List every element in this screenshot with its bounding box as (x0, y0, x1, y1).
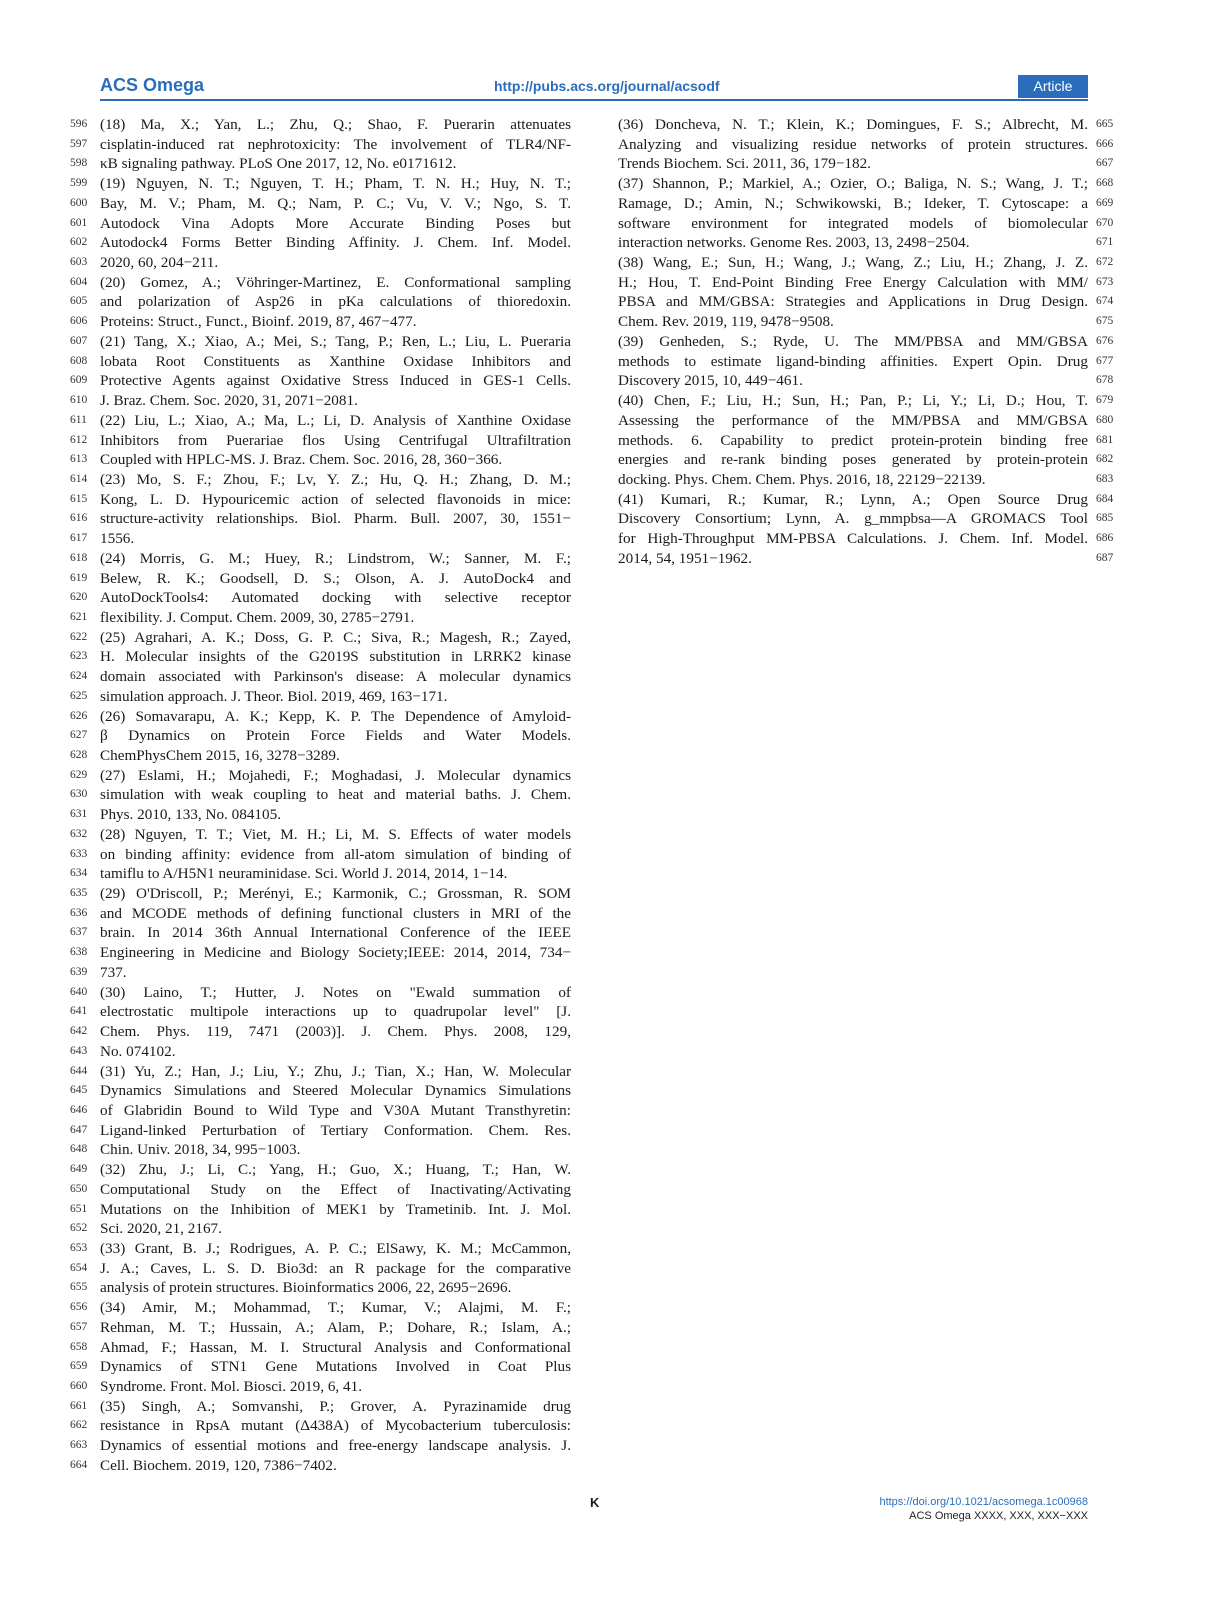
reference-text: 737. (100, 963, 127, 981)
reference-line (618, 509, 1118, 529)
reference-text: (29) O'Driscoll, P.; Merényi, E.; Karmonik, C.; Grossman, R. SOM (100, 885, 571, 903)
reference-text: κB signaling pathway. PLoS One 2017, 12, No. e0171612. (100, 155, 457, 173)
line-number: 632 (70, 827, 88, 840)
reference-line (70, 292, 574, 312)
reference-line (70, 1081, 574, 1101)
reference-text: (22) Liu, L.; Xiao, A.; Ma, L.; Li, D. Analysis of Xanthine Oxidase (100, 411, 571, 429)
reference-text: 1556. (100, 530, 135, 548)
reference-text: resistance in RpsA mutant (Δ438A) of Mycobacterium tuberculosis: (100, 1417, 571, 1435)
reference-text: Dynamics of essential motions and free-energy landscape analysis. J. (100, 1437, 571, 1455)
line-number: 639 (70, 965, 88, 978)
line-number: 661 (70, 1399, 88, 1412)
line-number: 646 (70, 1103, 88, 1116)
line-number: 684 (1096, 492, 1114, 505)
reference-text: β Dynamics on Protein Force Fields and Water Models. (100, 727, 571, 745)
line-number: 637 (70, 926, 88, 939)
reference-line (70, 746, 574, 766)
reference-text: Assessing the performance of the MM/PBSA and MM/GBSA (618, 411, 1088, 429)
reference-line (618, 371, 1118, 391)
line-number: 667 (1096, 157, 1114, 170)
reference-line (618, 194, 1118, 214)
line-number: 618 (70, 551, 88, 564)
line-number: 647 (70, 1123, 88, 1136)
line-number: 685 (1096, 512, 1114, 525)
line-number: 612 (70, 433, 88, 446)
line-number: 624 (70, 670, 88, 683)
line-number: 645 (70, 1084, 88, 1097)
line-number: 687 (1096, 551, 1114, 564)
line-number: 640 (70, 985, 88, 998)
reference-line (618, 411, 1118, 431)
reference-line (70, 943, 574, 963)
reference-line (70, 588, 574, 608)
reference-line (70, 391, 574, 411)
reference-text: (26) Somavarapu, A. K.; Kepp, K. P. The Dependence of Amyloid- (100, 707, 571, 725)
line-number: 622 (70, 630, 88, 643)
line-number: 625 (70, 689, 88, 702)
reference-text: (33) Grant, B. J.; Rodrigues, A. P. C.; ElSawy, K. M.; McCammon, (100, 1239, 571, 1257)
line-number: 655 (70, 1281, 88, 1294)
reference-line (70, 1436, 574, 1456)
reference-line (70, 194, 574, 214)
line-number: 611 (70, 413, 87, 426)
reference-line (70, 1278, 574, 1298)
reference-line (618, 154, 1118, 174)
reference-line (70, 864, 574, 884)
reference-text: Autodock4 Forms Better Binding Affinity. J. Chem. Inf. Model. (100, 234, 571, 252)
line-number: 597 (70, 137, 88, 150)
reference-text: Computational Study on the Effect of Inactivating/Activating (100, 1180, 571, 1198)
reference-text: (20) Gomez, A.; Vöhringer-Martinez, E. Conformational sampling (100, 273, 571, 291)
line-number: 683 (1096, 472, 1114, 485)
reference-line (70, 214, 574, 234)
reference-line (70, 490, 574, 510)
reference-text: Phys. 2010, 133, No. 084105. (100, 806, 281, 824)
reference-line (70, 1357, 574, 1377)
line-number: 641 (70, 1005, 88, 1018)
line-number: 621 (70, 610, 88, 623)
reference-text: Analyzing and visualizing residue networks of protein structures. (618, 135, 1088, 153)
reference-line (70, 1062, 574, 1082)
reference-line (618, 431, 1118, 451)
line-number: 627 (70, 729, 88, 742)
reference-text: ChemPhysChem 2015, 16, 3278−3289. (100, 747, 340, 764)
reference-text: cisplatin-induced rat nephrotoxicity: The involvement of TLR4/NF- (100, 135, 571, 153)
reference-text: (23) Mo, S. F.; Zhou, F.; Lv, Y. Z.; Hu, Q. H.; Zhang, D. M.; (100, 470, 571, 488)
reference-text: Rehman, M. T.; Hussain, A.; Alam, P.; Dohare, R.; Islam, A.; (100, 1318, 571, 1336)
reference-line (618, 549, 1118, 569)
reference-text: Ramage, D.; Amin, N.; Schwikowski, B.; Ideker, T. Cytoscape: a (618, 194, 1088, 212)
article-type-badge: Article (1018, 75, 1088, 98)
reference-line (618, 490, 1118, 510)
reference-text: on binding affinity: evidence from all-atom simulation of binding of (100, 845, 571, 863)
reference-line (70, 687, 574, 707)
journal-url-link[interactable]: http://pubs.acs.org/journal/acsodf (494, 78, 720, 94)
reference-text: and polarization of Asp26 in pKa calculations of thioredoxin. (100, 293, 571, 311)
reference-text: (41) Kumari, R.; Kumar, R.; Lynn, A.; Open Source Drug (618, 490, 1088, 508)
doi-link[interactable]: https://doi.org/10.1021/acsomega.1c00968 (879, 1496, 1088, 1508)
line-number: 664 (70, 1458, 88, 1471)
line-number: 665 (1096, 118, 1114, 130)
line-number: 651 (70, 1202, 88, 1215)
reference-text: Chem. Rev. 2019, 119, 9478−9508. (618, 313, 834, 331)
reference-line (70, 608, 574, 628)
line-number: 599 (70, 177, 88, 190)
reference-line (618, 253, 1118, 273)
line-number: 608 (70, 354, 88, 367)
reference-line (70, 805, 574, 825)
page-header (100, 75, 1088, 99)
reference-line (70, 884, 574, 904)
reference-line (70, 174, 574, 194)
reference-text: 2014, 54, 1951−1962. (618, 549, 752, 567)
footer-citation: ACS Omega XXXX, XXX, XXX−XXX (909, 1510, 1088, 1522)
line-number: 648 (70, 1143, 88, 1156)
line-number: 636 (70, 906, 88, 919)
line-number: 657 (70, 1320, 88, 1333)
line-number: 656 (70, 1301, 88, 1314)
line-number: 614 (70, 472, 88, 485)
reference-line (70, 707, 574, 727)
line-number: 669 (1096, 196, 1114, 209)
line-number: 609 (70, 374, 88, 387)
reference-line (70, 983, 574, 1003)
reference-text: Coupled with HPLC-MS. J. Braz. Chem. Soc. 2016, 28, 360−366. (100, 451, 503, 469)
reference-line (70, 1042, 574, 1062)
line-number: 686 (1096, 532, 1114, 545)
reference-text: (40) Chen, F.; Liu, H.; Sun, H.; Pan, P.; Li, Y.; Li, D.; Hou, T. (618, 392, 1088, 410)
line-number: 666 (1096, 137, 1114, 150)
line-number: 680 (1096, 413, 1114, 426)
reference-text: (37) Shannon, P.; Markiel, A.; Ozier, O.; Baliga, N. S.; Wang, J. T.; (618, 175, 1088, 193)
reference-text: Syndrome. Front. Mol. Biosci. 2019, 6, 41. (100, 1378, 362, 1395)
reference-text: Chin. Univ. 2018, 34, 995−1003. (100, 1141, 301, 1159)
line-number: 616 (70, 512, 88, 525)
reference-line (618, 233, 1118, 253)
reference-line (70, 1416, 574, 1436)
reference-line (618, 352, 1118, 372)
reference-text: Trends Biochem. Sci. 2011, 36, 179−182. (618, 155, 871, 173)
references-left-column (70, 115, 574, 1476)
reference-line (70, 1022, 574, 1042)
reference-text: brain. In 2014 36th Annual International Conference of the IEEE (100, 924, 571, 942)
line-number: 634 (70, 867, 88, 880)
reference-line (70, 233, 574, 253)
reference-line (70, 1002, 574, 1022)
reference-text: Autodock Vina Adopts More Accurate Binding Poses but (100, 214, 571, 232)
reference-line (70, 450, 574, 470)
line-number: 676 (1096, 334, 1114, 347)
line-number: 652 (70, 1222, 88, 1235)
reference-line (70, 115, 574, 135)
journal-name: ACS Omega (100, 75, 205, 95)
reference-text: Inhibitors from Puerariae flos Using Centrifugal Ultrafiltration (100, 431, 571, 449)
reference-line (618, 391, 1118, 411)
line-number: 598 (70, 157, 88, 170)
line-number: 674 (1096, 295, 1114, 308)
reference-text: J. Braz. Chem. Soc. 2020, 31, 2071−2081. (100, 392, 358, 410)
reference-text: H. Molecular insights of the G2019S substitution in LRRK2 kinase (100, 648, 571, 666)
reference-line (70, 569, 574, 589)
reference-line (70, 470, 574, 490)
reference-text: Engineering in Medicine and Biology Society;IEEE: 2014, 2014, 734− (100, 944, 571, 962)
line-number: 663 (70, 1439, 88, 1452)
reference-line (70, 766, 574, 786)
reference-text: (39) Genheden, S.; Ryde, U. The MM/PBSA and MM/GBSA (618, 332, 1088, 350)
line-number: 610 (70, 394, 88, 407)
line-number: 677 (1096, 354, 1114, 367)
reference-line (70, 1140, 574, 1160)
reference-line (70, 1219, 574, 1239)
line-number: 658 (70, 1340, 88, 1353)
reference-line (70, 253, 574, 273)
reference-line (70, 411, 574, 431)
line-number: 668 (1096, 177, 1114, 190)
reference-text: interaction networks. Genome Res. 2003, 13, 2498−2504. (618, 234, 970, 252)
reference-text: simulation approach. J. Theor. Biol. 2019, 469, 163−171. (100, 687, 448, 705)
reference-text: (18) Ma, X.; Yan, L.; Zhu, Q.; Shao, F. Puerarin attenuates (100, 116, 571, 133)
reference-line (618, 135, 1118, 155)
reference-text: and MCODE methods of defining functional clusters in MRI of the (100, 904, 571, 922)
reference-text: structure-activity relationships. Biol. Pharm. Bull. 2007, 30, 1551− (100, 510, 571, 528)
reference-line (618, 470, 1118, 490)
line-number: 615 (70, 492, 88, 505)
reference-line (618, 312, 1118, 332)
reference-text: No. 074102. (100, 1042, 176, 1060)
line-number: 673 (1096, 275, 1114, 288)
reference-line (70, 1121, 574, 1141)
references-right-column (618, 115, 1118, 569)
reference-text: Discovery 2015, 10, 449−461. (618, 372, 803, 390)
line-number: 660 (70, 1380, 88, 1392)
reference-line (70, 1259, 574, 1279)
reference-line (70, 1456, 574, 1476)
reference-line (70, 273, 574, 293)
reference-line (70, 628, 574, 648)
reference-line (70, 509, 574, 529)
reference-text: (36) Doncheva, N. T.; Klein, K.; Domingues, F. S.; Albrecht, M. (618, 116, 1088, 133)
reference-text: 2020, 60, 204−211. (100, 254, 219, 272)
reference-line (70, 1338, 574, 1358)
line-number: 606 (70, 315, 88, 328)
line-number: 628 (70, 749, 88, 761)
line-number: 671 (1096, 236, 1114, 249)
reference-text: Protective Agents against Oxidative Stress Induced in GES-1 Cells. (100, 372, 571, 390)
reference-text: energies and re-rank binding poses generated by protein-protein (618, 451, 1088, 469)
line-number: 626 (70, 709, 88, 722)
line-number: 643 (70, 1044, 88, 1057)
reference-text: (30) Laino, T.; Hutter, J. Notes on "Ewald summation of (100, 983, 571, 1001)
reference-text: for High-Throughput MM-PBSA Calculations. J. Chem. Inf. Model. (618, 530, 1088, 548)
line-number: 605 (70, 295, 88, 308)
reference-line (70, 1397, 574, 1417)
reference-text: H.; Hou, T. End-Point Binding Free Energy Calculation with MM/ (618, 273, 1088, 291)
reference-line (70, 371, 574, 391)
reference-text: (27) Eslami, H.; Mojahedi, F.; Moghadasi, J. Molecular dynamics (100, 766, 571, 784)
reference-line (70, 312, 574, 332)
reference-line (70, 963, 574, 983)
reference-text: docking. Phys. Chem. Chem. Phys. 2016, 18, 22129−22139. (618, 470, 986, 488)
line-number: 659 (70, 1360, 88, 1373)
reference-text: Sci. 2020, 21, 2167. (100, 1220, 222, 1238)
header-rule (100, 99, 1088, 101)
reference-text: flexibility. J. Comput. Chem. 2009, 30, 2785−2791. (100, 608, 415, 626)
line-number: 617 (70, 532, 88, 545)
reference-line (70, 352, 574, 372)
reference-text: Proteins: Struct., Funct., Bioinf. 2019, 87, 467−477. (100, 313, 417, 331)
reference-line (70, 431, 574, 451)
reference-text: (28) Nguyen, T. T.; Viet, M. H.; Li, M. S. Effects of water models (100, 825, 571, 843)
line-number: 670 (1096, 216, 1114, 229)
reference-line (70, 1377, 574, 1397)
reference-text: (25) Agrahari, A. K.; Doss, G. P. C.; Siva, R.; Magesh, R.; Zayed, (100, 628, 571, 646)
reference-line (618, 292, 1118, 312)
line-number: 601 (70, 216, 88, 229)
reference-text: Mutations on the Inhibition of MEK1 by Trametinib. Int. J. Mol. (100, 1200, 571, 1218)
line-number: 633 (70, 847, 88, 860)
page-number: K (590, 1495, 600, 1510)
reference-line (70, 904, 574, 924)
reference-text: Ahmad, F.; Hassan, M. I. Structural Analysis and Conformational (100, 1338, 571, 1356)
reference-text: (24) Morris, G. M.; Huey, R.; Lindstrom, W.; Sanner, M. F.; (100, 549, 571, 567)
reference-text: Ligand-linked Perturbation of Tertiary Conformation. Chem. Res. (100, 1121, 571, 1139)
line-number: 672 (1096, 256, 1114, 269)
line-number: 600 (70, 196, 88, 209)
reference-text: analysis of protein structures. Bioinformatics 2006, 22, 2695−2696. (100, 1279, 512, 1297)
reference-text: Kong, L. D. Hypouricemic action of selected flavonoids in mice: (100, 490, 571, 508)
reference-line (618, 214, 1118, 234)
reference-text: tamiflu to A/H5N1 neuraminidase. Sci. World J. 2014, 2014, 1−14. (100, 865, 508, 883)
line-number: 630 (70, 788, 88, 801)
reference-text: lobata Root Constituents as Xanthine Oxidase Inhibitors and (100, 352, 571, 370)
reference-text: simulation with weak coupling to heat and material baths. J. Chem. (100, 786, 571, 804)
reference-text: (32) Zhu, J.; Li, C.; Yang, H.; Guo, X.; Huang, T.; Han, W. (100, 1161, 571, 1179)
reference-line (70, 135, 574, 155)
line-number: 678 (1096, 374, 1114, 387)
line-number: 620 (70, 591, 88, 604)
reference-text: methods. 6. Capability to predict protein-protein binding free (618, 431, 1088, 449)
reference-line (70, 1239, 574, 1259)
line-number: 604 (70, 275, 88, 288)
line-number: 596 (70, 118, 88, 130)
line-number: 629 (70, 768, 88, 781)
reference-line (70, 1101, 574, 1121)
reference-text: (35) Singh, A.; Somvanshi, P.; Grover, A. Pyrazinamide drug (100, 1397, 571, 1415)
reference-line (70, 1318, 574, 1338)
reference-line (618, 174, 1118, 194)
reference-text: Chem. Phys. 119, 7471 (2003)]. J. Chem. Phys. 2008, 129, (100, 1023, 571, 1041)
reference-text: AutoDockTools4: Automated docking with selective receptor (100, 589, 571, 607)
reference-text: (21) Tang, X.; Xiao, A.; Mei, S.; Tang, P.; Ren, L.; Liu, L. Pueraria (100, 332, 571, 350)
reference-text: Belew, R. K.; Goodsell, D. S.; Olson, A. J. AutoDock4 and (100, 569, 571, 587)
reference-text: (19) Nguyen, N. T.; Nguyen, T. H.; Pham, T. N. H.; Huy, N. T.; (100, 175, 571, 193)
line-number: 681 (1096, 433, 1114, 446)
reference-line (70, 726, 574, 746)
reference-line (70, 549, 574, 569)
line-number: 682 (1096, 453, 1114, 466)
line-number: 662 (70, 1419, 88, 1432)
reference-text: Dynamics Simulations and Steered Molecular Dynamics Simulations (100, 1082, 571, 1100)
line-number: 654 (70, 1261, 88, 1274)
reference-line (618, 332, 1118, 352)
reference-line (70, 1200, 574, 1220)
reference-text: software environment for integrated models of biomolecular (618, 214, 1088, 232)
reference-line (618, 450, 1118, 470)
line-number: 679 (1096, 394, 1114, 407)
line-number: 613 (70, 453, 88, 466)
reference-text: of Glabridin Bound to Wild Type and V30A Mutant Transthyretin: (100, 1101, 571, 1119)
reference-text: domain associated with Parkinson's disease: A molecular dynamics (100, 668, 571, 686)
reference-text: Dynamics of STN1 Gene Mutations Involved in Coat Plus (100, 1358, 571, 1376)
reference-text: (38) Wang, E.; Sun, H.; Wang, J.; Wang, Z.; Liu, H.; Zhang, J. Z. (618, 254, 1088, 272)
reference-line (70, 529, 574, 549)
reference-line (70, 647, 574, 667)
reference-line (70, 667, 574, 687)
line-number: 607 (70, 334, 88, 347)
reference-text: Cell. Biochem. 2019, 120, 7386−7402. (100, 1456, 337, 1474)
reference-line (618, 115, 1118, 135)
line-number: 619 (70, 571, 88, 584)
line-number: 603 (70, 256, 88, 269)
reference-line (618, 529, 1118, 549)
reference-text: (34) Amir, M.; Mohammad, T.; Kumar, V.; Alajmi, M. F.; (100, 1299, 571, 1317)
reference-text: J. A.; Caves, L. S. D. Bio3d: an R package for the comparative (100, 1259, 571, 1277)
reference-line (70, 923, 574, 943)
reference-line (70, 845, 574, 865)
reference-line (70, 332, 574, 352)
reference-line (70, 1298, 574, 1318)
reference-line (70, 1180, 574, 1200)
reference-line (618, 273, 1118, 293)
reference-text: Bay, M. V.; Pham, M. Q.; Nam, P. C.; Vu, V. V.; Ngo, S. T. (100, 194, 571, 212)
line-number: 650 (70, 1182, 88, 1195)
reference-line (70, 154, 574, 174)
line-number: 631 (70, 808, 88, 821)
line-number: 642 (70, 1025, 88, 1038)
reference-line (70, 825, 574, 845)
line-number: 653 (70, 1241, 88, 1254)
reference-text: methods to estimate ligand-binding affinities. Expert Opin. Drug (618, 352, 1088, 370)
line-number: 602 (70, 236, 88, 249)
line-number: 649 (70, 1163, 88, 1176)
line-number: 635 (70, 887, 88, 900)
line-number: 644 (70, 1064, 88, 1077)
reference-text: electrostatic multipole interactions up to quadrupolar level" [J. (100, 1003, 571, 1021)
line-number: 675 (1096, 315, 1114, 328)
reference-text: (31) Yu, Z.; Han, J.; Liu, Y.; Zhu, J.; Tian, X.; Han, W. Molecular (100, 1062, 571, 1080)
line-number: 623 (70, 650, 88, 663)
reference-text: PBSA and MM/GBSA: Strategies and Applications in Drug Design. (618, 293, 1088, 311)
reference-text: Discovery Consortium; Lynn, A. g_mmpbsa—A GROMACS Tool (618, 510, 1088, 528)
reference-line (70, 1160, 574, 1180)
reference-line (70, 785, 574, 805)
line-number: 638 (70, 946, 88, 959)
